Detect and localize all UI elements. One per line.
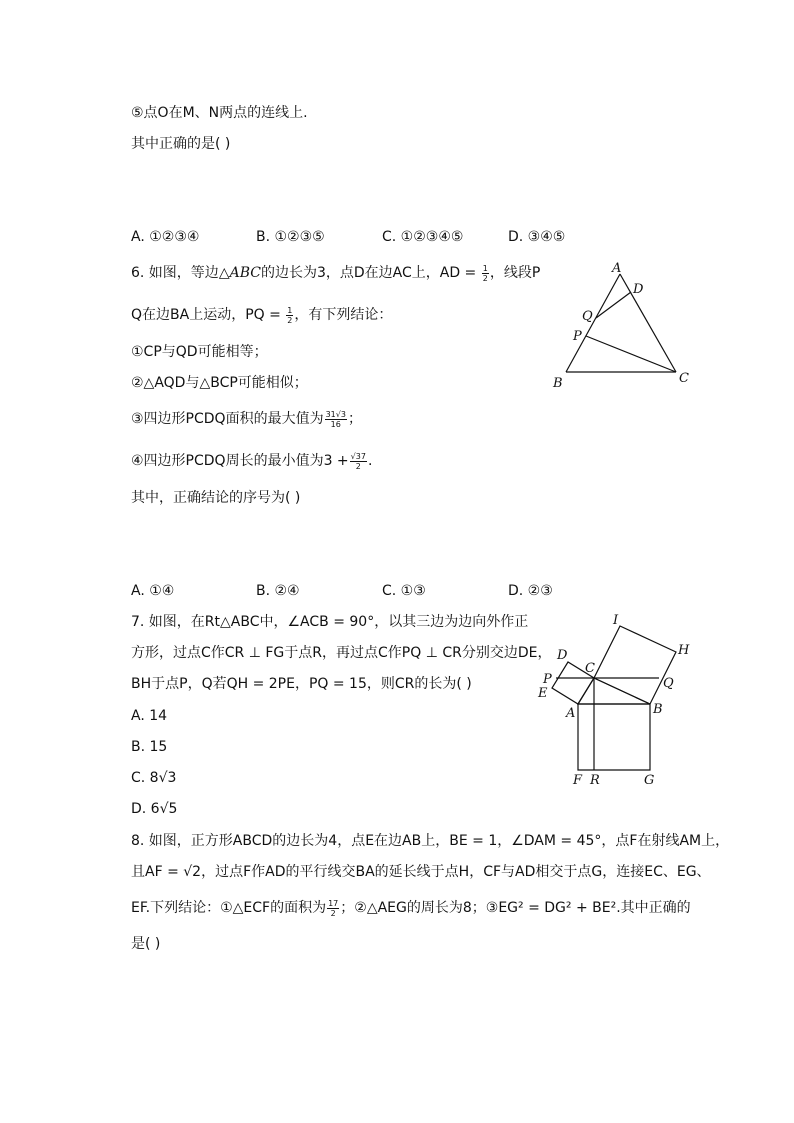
label-i: I bbox=[613, 613, 619, 628]
q6-conclusion-2: ②△AQD与△BCP可能相似； bbox=[131, 375, 308, 391]
fraction: $\frac{17}{2}$ bbox=[328, 898, 339, 918]
segment-qd bbox=[596, 292, 631, 318]
q5-option-c: C. ①②③④⑤ bbox=[382, 229, 464, 245]
square-bchi bbox=[594, 626, 676, 704]
q7-option-c: C. 8√3 bbox=[131, 770, 177, 786]
q5-item5: ⑤点O在M、N两点的连线上. bbox=[131, 105, 308, 121]
q6-triangle-figure bbox=[545, 258, 705, 393]
side-ab bbox=[566, 274, 620, 372]
label-f: F bbox=[573, 773, 583, 788]
q6-stem-line2: Q在边BA上运动，PQ = $\frac{1}{2}$ ，有下列结论： bbox=[131, 305, 393, 325]
fraction: $\frac{31√3}{16}$ bbox=[325, 409, 346, 429]
label-p: P bbox=[543, 672, 552, 687]
q6-stem-line1: 6. 如图，等边△ABC的边长为3，点D在边AC上，AD = $\frac{1}{2}$ ，线段P bbox=[131, 263, 541, 283]
label-d: D bbox=[557, 648, 568, 663]
square-abgf bbox=[578, 704, 650, 770]
label-b: B bbox=[653, 702, 663, 717]
q5-option-d: D. ③④⑤ bbox=[508, 229, 566, 245]
label-q: Q bbox=[663, 676, 674, 691]
label-r: R bbox=[590, 773, 600, 788]
q6-option-d: D. ②③ bbox=[508, 583, 553, 599]
q6-option-b: B. ②④ bbox=[256, 583, 300, 599]
q5-prompt: 其中正确的是( ) bbox=[131, 136, 231, 152]
q6-conclusion-3: ③四边形PCDQ面积的最大值为 $\frac{31√3}{16}$ ； bbox=[131, 409, 362, 429]
label-b: B bbox=[553, 376, 563, 391]
triangle-abc bbox=[578, 678, 650, 704]
fraction: $\frac{√37}{2}$ bbox=[350, 451, 366, 471]
q8-stem-line1: 8. 如图，正方形ABCD的边长为4，点E在边AB上，BE = 1，∠DAM = 45°，点F在射线AM上， bbox=[131, 833, 730, 849]
fraction: $\frac{1}{2}$ bbox=[287, 305, 293, 325]
label-c: C bbox=[585, 661, 595, 676]
label-q: Q bbox=[582, 309, 593, 324]
q5-option-a: A. ①②③④ bbox=[131, 229, 200, 245]
q7-option-b: B. 15 bbox=[131, 739, 168, 755]
label-c: C bbox=[679, 371, 689, 386]
label-p: P bbox=[573, 329, 582, 344]
label-h: H bbox=[678, 643, 690, 658]
label-d: D bbox=[633, 282, 644, 297]
label-g: G bbox=[644, 773, 655, 788]
label-a: A bbox=[566, 706, 576, 721]
segment-pc bbox=[586, 336, 676, 372]
q7-stem-line1: 7. 如图，在Rt△ABC中，∠ACB = 90°，以其三边为边向外作正 bbox=[131, 614, 529, 630]
q5-option-b: B. ①②③⑤ bbox=[256, 229, 325, 245]
side-ac bbox=[620, 274, 676, 372]
q8-stem-line4: 是( ) bbox=[131, 936, 161, 952]
q6-option-c: C. ①③ bbox=[382, 583, 426, 599]
q7-option-d: D. 6√5 bbox=[131, 801, 178, 817]
q6-option-a: A. ①④ bbox=[131, 583, 175, 599]
q6-prompt: 其中，正确结论的序号为( ) bbox=[131, 490, 301, 506]
q7-stem-line2: 方形，过点C作CR ⊥ FG于点R，再过点C作PQ ⊥ CR分别交边DE， bbox=[131, 645, 552, 661]
label-a: A bbox=[612, 261, 622, 276]
q6-conclusion-4: ④四边形PCDQ周长的最小值为3 + $\frac{√37}{2}$ . bbox=[131, 451, 373, 471]
q8-stem-line3: EF.下列结论：①△ECF的面积为 $\frac{17}{2}$ ；②△AEG的周长为8；③EG² = DG² + BE².其中正确的 bbox=[131, 898, 691, 918]
label-e: E bbox=[538, 686, 548, 701]
q6-conclusion-1: ①CP与QD可能相等； bbox=[131, 344, 268, 360]
fraction: $\frac{1}{2}$ bbox=[482, 263, 488, 283]
q7-stem-line3: BH于点P，Q若QH = 2PE，PQ = 15，则CR的长为( ) bbox=[131, 676, 472, 692]
q8-stem-line2: 且AF = √2，过点F作AD的平行线交BA的延长线于点H，CF与AD相交于点G，连接EC、EG、 bbox=[131, 864, 711, 880]
q7-option-a: A. 14 bbox=[131, 708, 168, 724]
q7-squares-figure bbox=[530, 610, 710, 790]
